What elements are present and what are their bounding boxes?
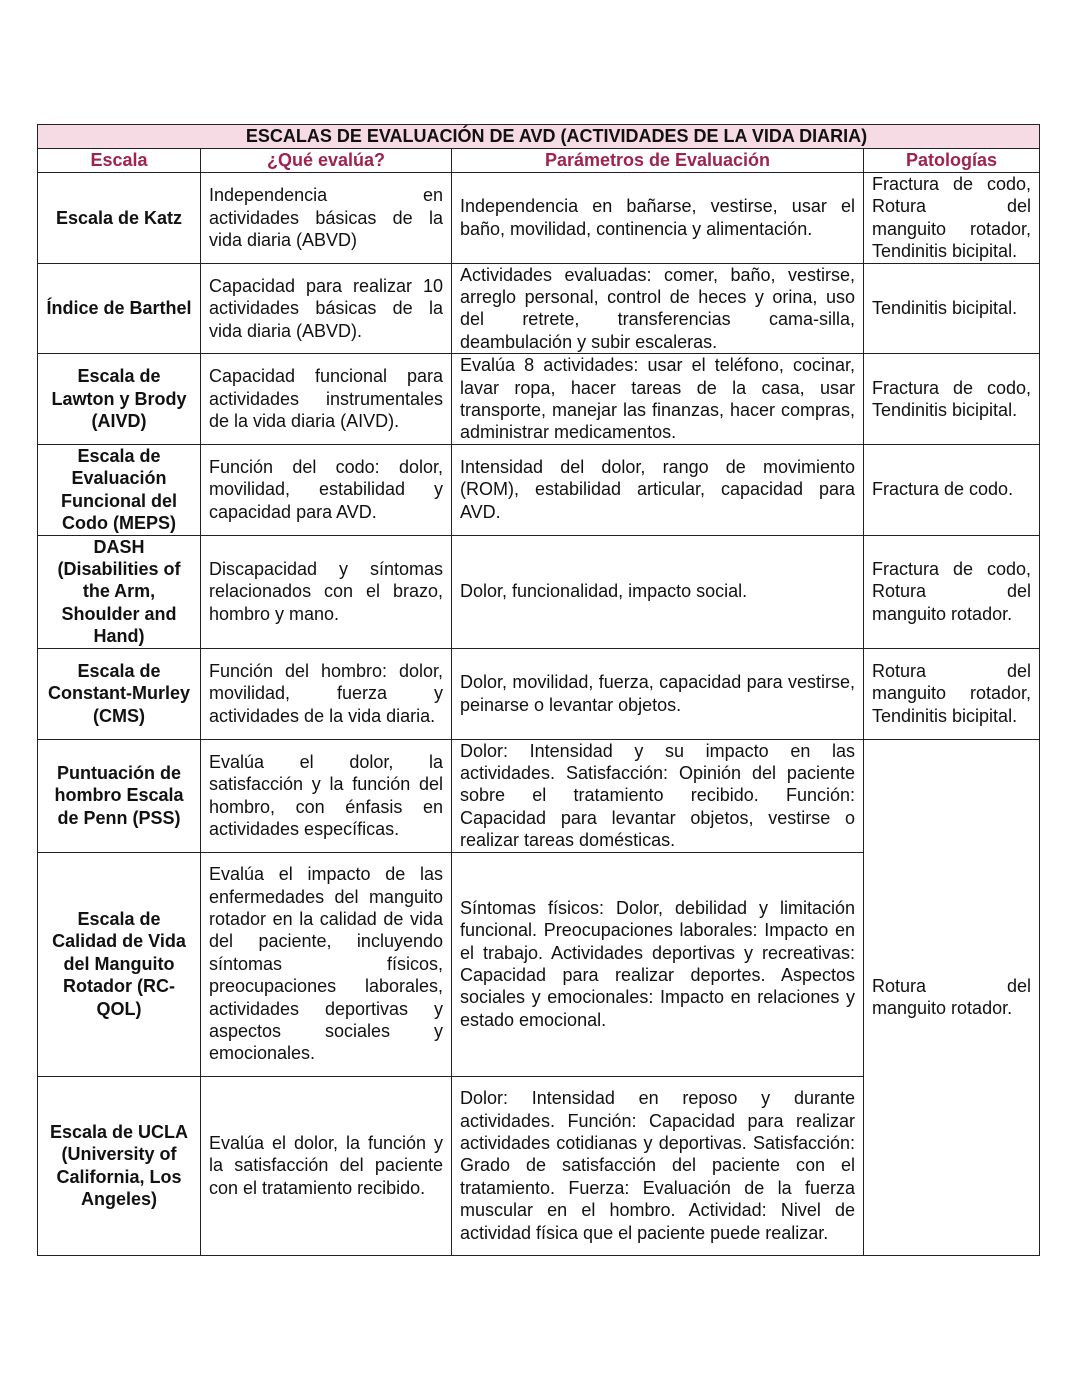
scale-name: DASH (Disabilities of the Arm, Shoulder and Hand) <box>38 535 201 648</box>
table-row <box>38 444 1040 535</box>
params-cell: Evalúa 8 actividades: usar el teléfono, cocinar, lavar ropa, hacer tareas de la casa, usar transporte, manejar las finanzas, hacer compras, administrar medicamentos. <box>452 354 864 445</box>
patho-cell: Rotura del manguito rotador, Tendinitis bicipital. <box>864 648 1040 739</box>
what-cell: Evalúa el dolor, la función y la satisfacción del paciente con el tratamiento recibido. <box>201 1076 452 1255</box>
patho-cell: Tendinitis bicipital. <box>864 263 1040 354</box>
patho-cell: Fractura de codo, Tendinitis bicipital. <box>864 354 1040 445</box>
patho-cell: Fractura de codo. <box>864 444 1040 535</box>
title-row <box>38 125 1040 149</box>
scale-name: Escala de Katz <box>38 173 201 264</box>
what-cell: Discapacidad y síntomas relacionados con el brazo, hombro y mano. <box>201 535 452 648</box>
patho-cell: Fractura de codo, Rotura del manguito rotador, Tendinitis bicipital. <box>864 173 1040 264</box>
params-cell: Dolor, funcionalidad, impacto social. <box>452 535 864 648</box>
scale-name: Escala de Calidad de Vida del Manguito Rotador (RC-QOL) <box>38 852 201 1076</box>
what-cell: Función del hombro: dolor, movilidad, fuerza y actividades de la vida diaria. <box>201 648 452 739</box>
what-cell: Capacidad funcional para actividades instrumentales de la vida diaria (AIVD). <box>201 354 452 445</box>
table-row <box>38 535 1040 648</box>
params-cell: Dolor: Intensidad y su impacto en las actividades. Satisfacción: Opinión del paciente sobre el tratamiento recibido. Función: Capacidad para levantar objetos, vestirse o realizar tareas domésticas. <box>452 739 864 852</box>
table-row <box>38 263 1040 354</box>
avd-scales-table <box>37 124 1040 1256</box>
params-cell: Independencia en bañarse, vestirse, usar el baño, movilidad, continencia y alimentación. <box>452 173 864 264</box>
params-cell: Intensidad del dolor, rango de movimiento (ROM), estabilidad articular, capacidad para AVD. <box>452 444 864 535</box>
patho-cell: Fractura de codo, Rotura del manguito rotador. <box>864 535 1040 648</box>
scale-name: Escala de Evaluación Funcional del Codo (MEPS) <box>38 444 201 535</box>
params-cell: Dolor, movilidad, fuerza, capacidad para vestirse, peinarse o levantar objetos. <box>452 648 864 739</box>
header-params: Parámetros de Evaluación <box>452 149 864 173</box>
scale-name: Escala de Lawton y Brody (AIVD) <box>38 354 201 445</box>
params-cell: Dolor: Intensidad en reposo y durante actividades. Función: Capacidad para realizar actividades cotidianas y deportivas. Satisfacción: Grado de satisfacción del paciente con el tratamiento. Fuerza: Evaluación de la fuerza muscular en el hombro. Actividad: Nivel de actividad física que el paciente puede realizar. <box>452 1076 864 1255</box>
scale-name: Escala de UCLA (University of California, Los Angeles) <box>38 1076 201 1255</box>
table-row <box>38 173 1040 264</box>
scale-name: Índice de Barthel <box>38 263 201 354</box>
table-row <box>38 739 1040 852</box>
scale-name: Escala de Constant-Murley (CMS) <box>38 648 201 739</box>
what-cell: Evalúa el impacto de las enfermedades del manguito rotador en la calidad de vida del paciente, incluyendo síntomas físicos, preocupaciones laborales, actividades deportivas y aspectos sociales y emocionales. <box>201 852 452 1076</box>
what-cell: Función del codo: dolor, movilidad, estabilidad y capacidad para AVD. <box>201 444 452 535</box>
table-row <box>38 648 1040 739</box>
header-scale: Escala <box>38 149 201 173</box>
patho-cell: Rotura del manguito rotador. <box>864 739 1040 1255</box>
what-cell: Evalúa el dolor, la satisfacción y la función del hombro, con énfasis en actividades específicas. <box>201 739 452 852</box>
table-title: ESCALAS DE EVALUACIÓN DE AVD (ACTIVIDADES DE LA VIDA DIARIA) <box>38 125 1040 149</box>
header-what: ¿Qué evalúa? <box>201 149 452 173</box>
scale-name: Puntuación de hombro Escala de Penn (PSS) <box>38 739 201 852</box>
params-cell: Actividades evaluadas: comer, baño, vestirse, arreglo personal, control de heces y orina, uso del retrete, transferencias cama-silla, deambulación y subir escaleras. <box>452 263 864 354</box>
table-row <box>38 354 1040 445</box>
what-cell: Independencia en actividades básicas de la vida diaria (ABVD) <box>201 173 452 264</box>
header-patho: Patologías <box>864 149 1040 173</box>
what-cell: Capacidad para realizar 10 actividades básicas de la vida diaria (ABVD). <box>201 263 452 354</box>
header-row <box>38 149 1040 173</box>
params-cell: Síntomas físicos: Dolor, debilidad y limitación funcional. Preocupaciones laborales: Impacto en el trabajo. Actividades deportivas y recreativas: Capacidad para realizar deportes. Aspectos sociales y emocionales: Impacto en relaciones y estado emocional. <box>452 852 864 1076</box>
